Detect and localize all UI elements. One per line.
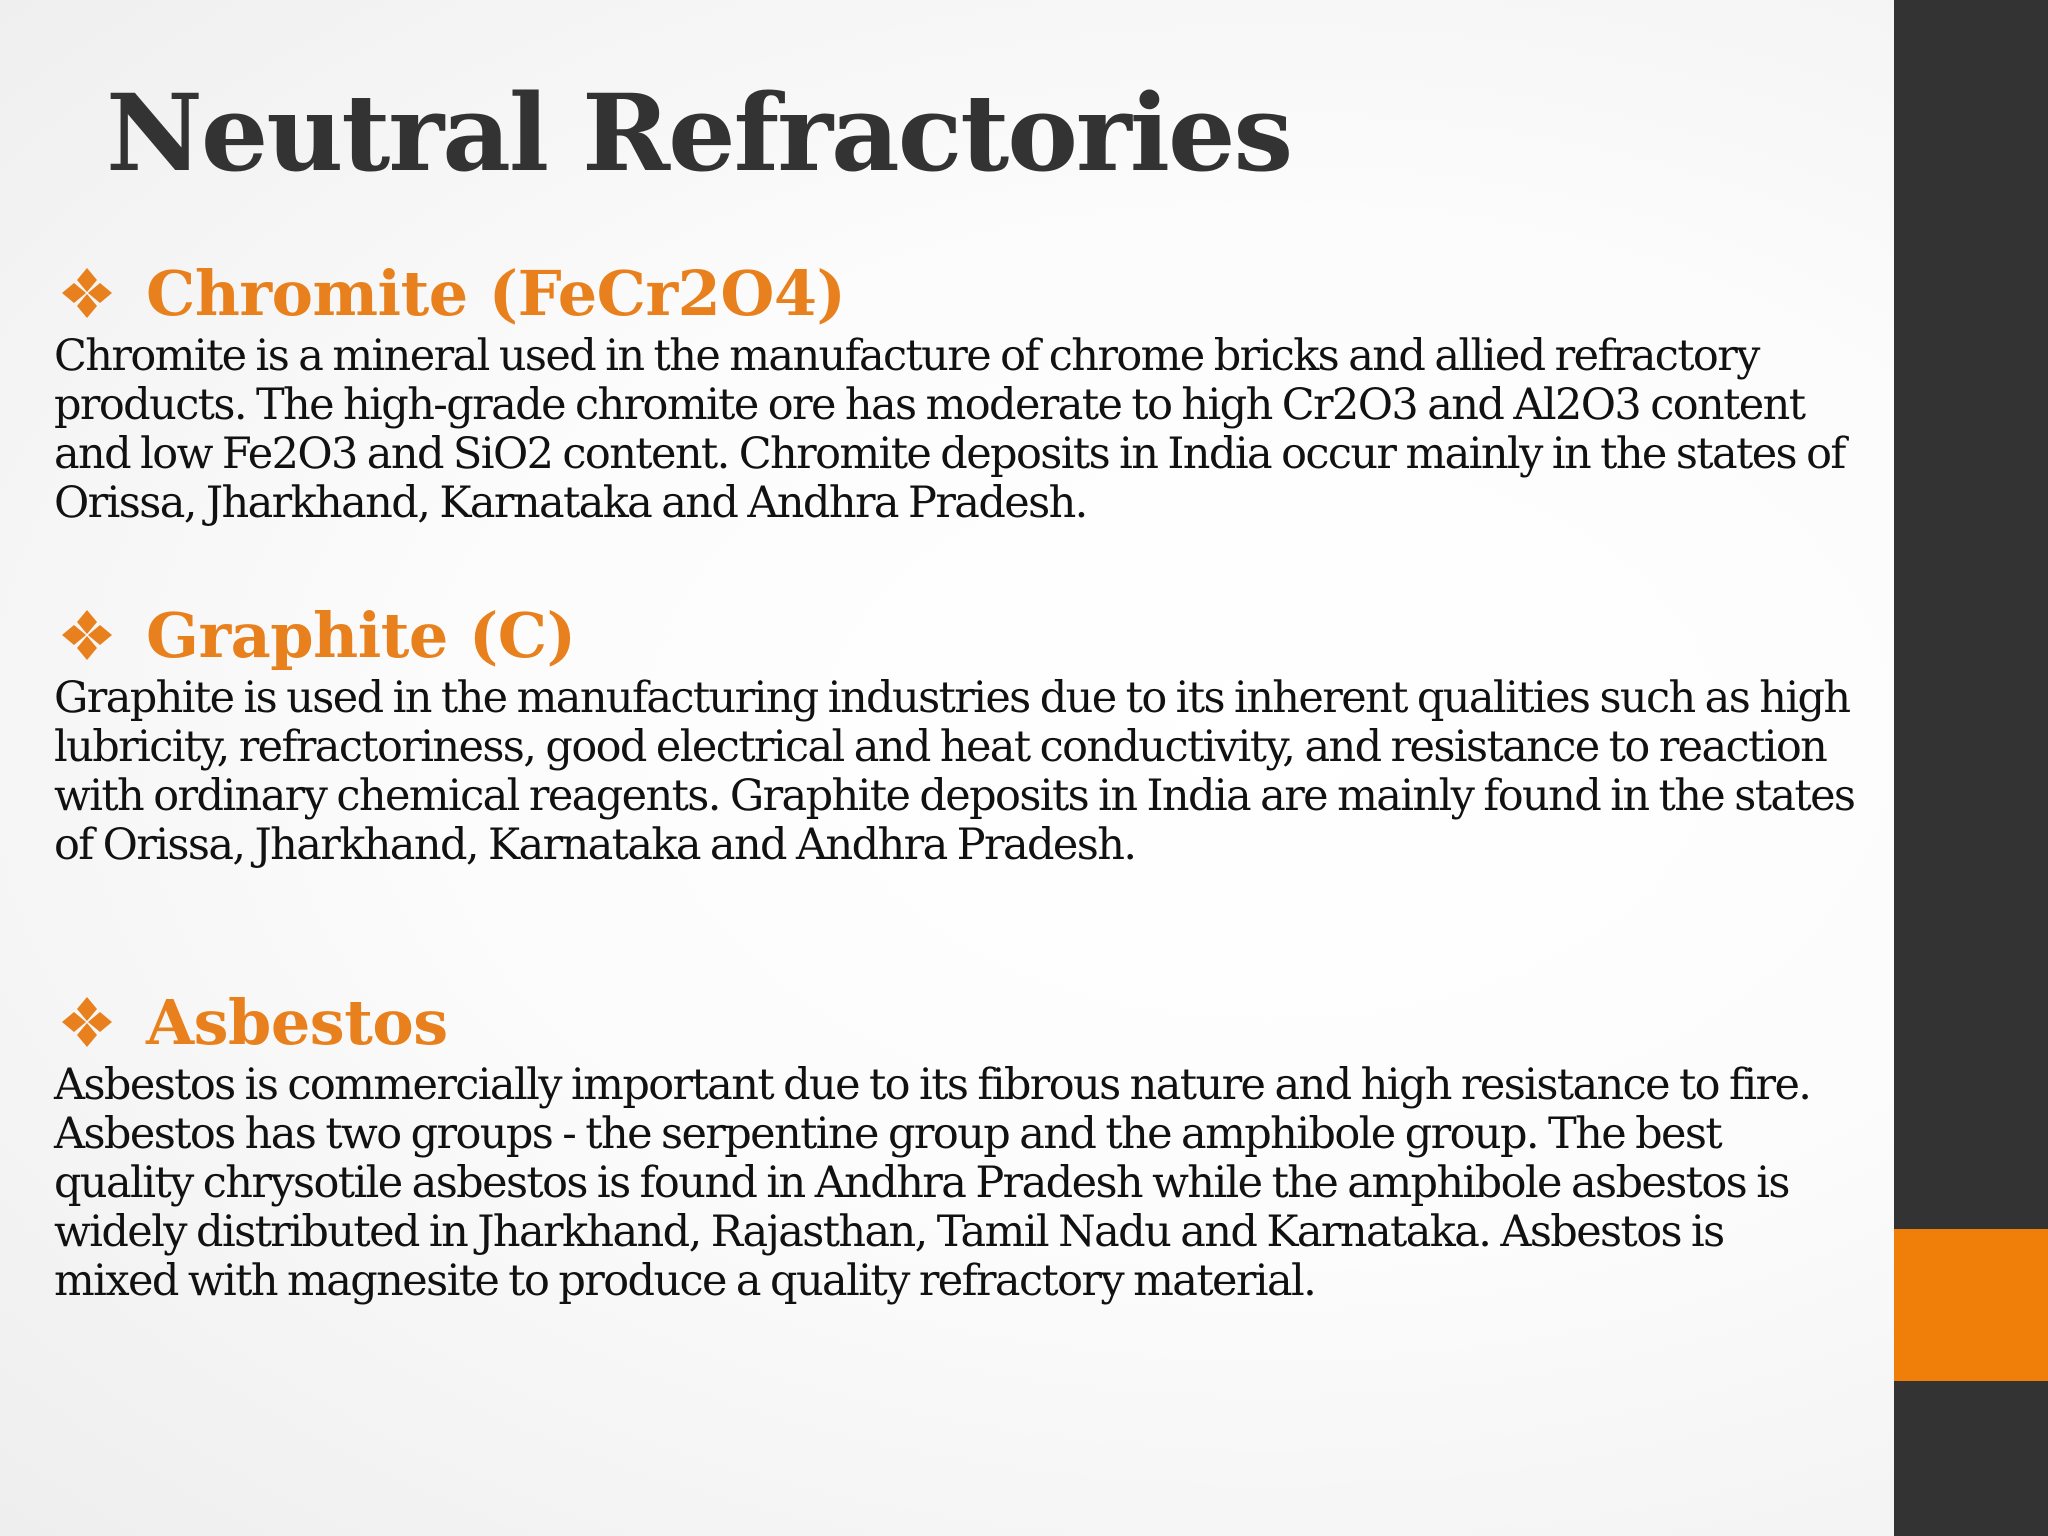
right-accent-block (1894, 1229, 2048, 1381)
section-graphite (54, 596, 1854, 870)
section-heading-text: Asbestos (146, 985, 448, 1059)
section-asbestos (54, 983, 1854, 1306)
section-heading (54, 983, 1854, 1061)
four-diamond-bullet-icon (60, 995, 114, 1049)
section-heading (54, 596, 1854, 674)
section-heading-text: Chromite (FeCr2O4) (146, 256, 846, 330)
section-heading (54, 254, 1854, 332)
section-body-text: Graphite is used in the manufacturing industries due to its inherent qualities such as high lubricity, refractoriness, good electrical and heat conductivity, and resistance to reaction with ordinary chemical reagents. Graphite deposits in India are mainly found in the states of Orissa, Jharkhand, Karnataka and Andhra Pradesh. (54, 673, 1855, 870)
section-body-text: Asbestos is commercially important due to its fibrous nature and high resistance to fire. Asbestos has two groups - the serpentine group and the amphibole group. The best quality chrysotile asbestos is found in Andhra Pradesh while the amphibole asbestos is widely distributed in Jharkhand, Rajasthan, Tamil Nadu and Karnataka. Asbestos is mixed with magnesite to produce a quality refractory material. (54, 1060, 1811, 1306)
section-chromite (54, 254, 1854, 528)
four-diamond-bullet-icon (60, 608, 114, 662)
four-diamond-bullet-icon (60, 266, 114, 320)
slide-title: Neutral Refractories (106, 70, 1292, 195)
section-heading-text: Graphite (C) (146, 598, 576, 672)
section-body-text: Chromite is a mineral used in the manufacture of chrome bricks and allied refractory products. The high-grade chromite ore has moderate to high Cr2O3 and Al2O3 content and low Fe2O3 and SiO2 content. Chromite deposits in India occur mainly in the states of Orissa, Jharkhand, Karnataka and Andhra Pradesh. (54, 331, 1845, 528)
